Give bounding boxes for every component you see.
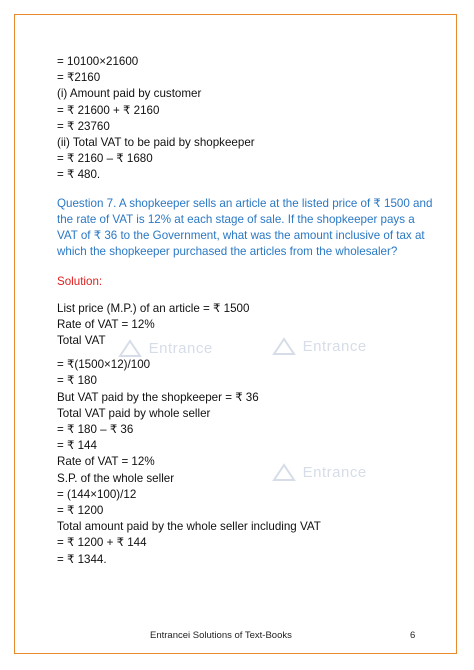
text-line: (i) Amount paid by customer xyxy=(57,87,202,101)
text-line: But VAT paid by the shopkeeper = ₹ 36 xyxy=(57,390,259,404)
previous-solution-block xyxy=(57,54,437,184)
text-line: Total VAT xyxy=(57,334,106,348)
spacer xyxy=(57,349,437,357)
solution-heading: Solution: xyxy=(57,275,103,289)
text-line: = ₹2160 xyxy=(57,71,101,85)
document-body xyxy=(57,54,437,568)
watermark: Entrance xyxy=(118,338,213,360)
text-line: Rate of VAT = 12% xyxy=(57,455,155,469)
text-line: = ₹(1500×12)/100 xyxy=(57,358,151,372)
text-line: = ₹ 180 – ₹ 36 xyxy=(57,423,134,437)
text-line: = 10100×21600 xyxy=(57,55,139,68)
text-line: S.P. of the whole seller xyxy=(57,471,175,485)
text-line: = ₹ 23760 xyxy=(57,119,110,133)
text-line: = ₹ 21600 + ₹ 2160 xyxy=(57,103,160,117)
text-line: = ₹ 1200 + ₹ 144 xyxy=(57,536,147,550)
text-line: (ii) Total VAT to be paid by shopkeeper xyxy=(57,136,255,150)
text-line: = ₹ 1200 xyxy=(57,504,104,518)
text-line: = ₹ 2160 – ₹ 1680 xyxy=(57,152,153,166)
text-line: = ₹ 1344. xyxy=(57,552,107,566)
text-line: = ₹ 180 xyxy=(57,374,97,388)
footer-label: Entrancei Solutions of Text-Books xyxy=(150,630,292,641)
text-line: Rate of VAT = 12% xyxy=(57,317,155,331)
text-line: Total VAT paid by whole seller xyxy=(57,406,211,420)
text-line: List price (M.P.) of an article = ₹ 1500 xyxy=(57,301,250,315)
watermark: Entrance xyxy=(272,462,367,484)
watermark: Entrance xyxy=(272,336,367,358)
solution-block xyxy=(57,301,437,568)
text-line: = (144×100)/12 xyxy=(57,487,137,501)
text-line: = ₹ 480. xyxy=(57,168,101,182)
question-text: Question 7. A shopkeeper sells an article at the listed price of ₹ 1500 and the rate of VAT is 12% at each stage of sale. If the shopkeeper pays a VAT of ₹ 36 to the Government, what was the amount inclusive of tax at which the shopkeeper purchased the articles from the wholesaler? xyxy=(57,196,433,259)
page-number: 6 xyxy=(410,630,416,641)
text-line: Total amount paid by the whole seller including VAT xyxy=(57,520,321,534)
text-line: = ₹ 144 xyxy=(57,439,97,453)
